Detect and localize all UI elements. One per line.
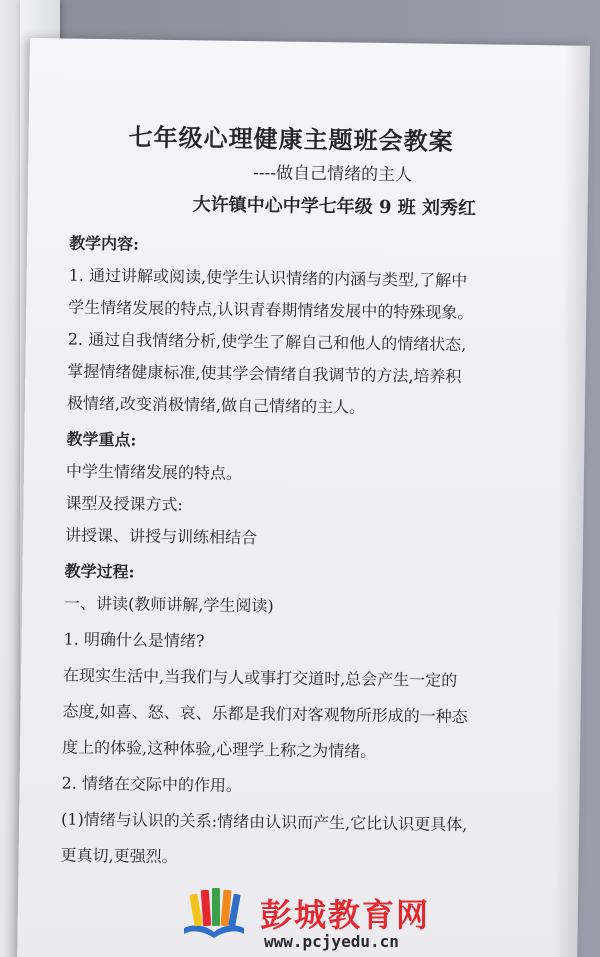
process-line: 1. 明确什么是情绪? (63, 629, 205, 651)
watermark-url: www.pcjyedu.cn (264, 932, 399, 951)
section-heading-process: 教学过程: (64, 561, 135, 582)
key-line: 中学生情绪发展的特点。 (65, 461, 243, 484)
document-title: 七年级心理健康主题班会教案 (128, 122, 454, 156)
section-heading-key: 教学重点: (66, 429, 137, 450)
content-line: 极情绪,改变消极情绪,做自己情绪的主人。 (66, 393, 366, 417)
book-logo-icon (182, 886, 246, 944)
process-line: 2. 情绪在交际中的作用。 (61, 773, 243, 796)
content-line: 1. 通过讲解或阅读,使学生认识情绪的内涵与类型,了解中 (68, 265, 468, 291)
content-line: 学生情绪发展的特点,认识青春期情绪发展中的特殊现象。 (68, 297, 474, 323)
process-line: 更真切,更强烈。 (60, 845, 178, 867)
key-line: 讲授课、讲授与训练相结合 (64, 525, 258, 548)
site-watermark (182, 880, 432, 955)
document-author: 大许镇中心中学七年级 9 班 刘秀红 (192, 194, 477, 220)
process-line: 在现实生活中,当我们与人或事打交道时,总会产生一定的 (62, 665, 458, 691)
key-line: 课型及授课方式: (65, 493, 184, 515)
process-line: 态度,如喜、怒、哀、乐都是我们对客观物所形成的一种态 (62, 701, 468, 727)
process-line: (1)情绪与认识的关系:情绪由认识而产生,它比认识更具体, (60, 809, 468, 835)
lesson-plan-page (17, 38, 590, 957)
content-line: 2. 通过自我情绪分析,使学生了解自己和他人的情绪状态, (67, 329, 467, 355)
watermark-name: 彭城教育网 (260, 896, 431, 934)
section-heading-content: 教学内容: (69, 233, 140, 254)
content-line: 掌握情绪健康标准,使其学会情绪自我调节的方法,培养积 (67, 361, 462, 387)
process-line: 一、讲读(教师讲解,学生阅读) (63, 593, 274, 616)
process-line: 度上的体验,这种体验,心理学上称之为情绪。 (61, 737, 377, 761)
document-subtitle: ----做自己情绪的主人 (252, 163, 413, 186)
